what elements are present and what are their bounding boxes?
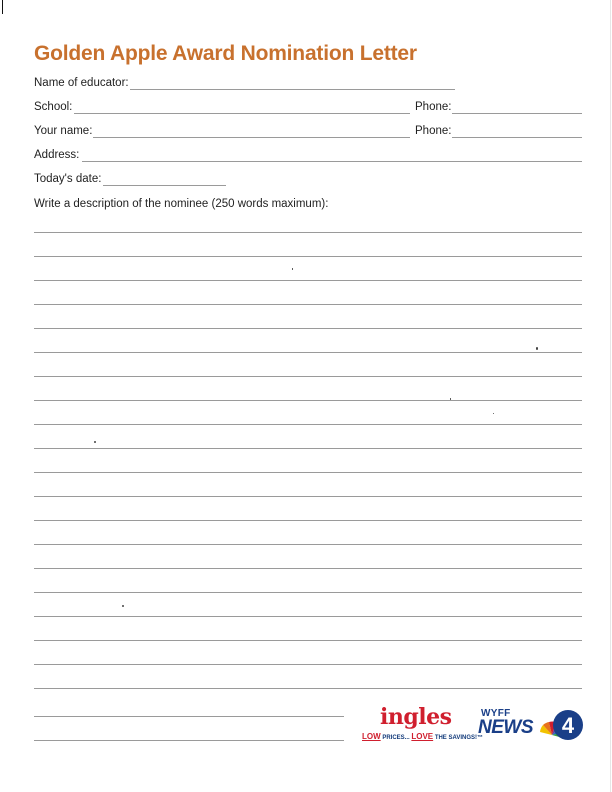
description-line-short[interactable]	[34, 716, 344, 717]
educator-row	[34, 77, 582, 93]
description-line[interactable]	[34, 640, 582, 641]
description-line[interactable]	[34, 688, 582, 689]
description-line[interactable]	[34, 232, 582, 233]
description-line[interactable]	[34, 472, 582, 473]
scan-speck	[122, 605, 124, 607]
nbc-peacock-four-icon	[538, 705, 586, 747]
description-line[interactable]	[34, 568, 582, 569]
ingles-wordmark: ingles	[380, 704, 452, 730]
description-line[interactable]	[34, 496, 582, 497]
description-line[interactable]	[34, 544, 582, 545]
description-line[interactable]	[34, 424, 582, 425]
school-row	[34, 101, 582, 117]
school-label: School:	[34, 101, 73, 113]
educator-field[interactable]	[130, 89, 455, 90]
date-row	[34, 173, 582, 189]
scan-speck	[94, 441, 96, 443]
date-label: Today's date:	[34, 173, 102, 185]
ingles-tagline: LOW PRICES... LOVE THE SAVINGS!™	[362, 732, 484, 741]
scan-speck	[493, 413, 494, 414]
educator-label: Name of educator:	[34, 77, 129, 89]
description-line[interactable]	[34, 376, 582, 377]
description-line[interactable]	[34, 400, 582, 401]
ingles-logo	[362, 704, 484, 745]
description-line[interactable]	[34, 592, 582, 593]
description-line[interactable]	[34, 256, 582, 257]
your-name-label: Your name:	[34, 125, 93, 137]
scan-speck	[536, 347, 538, 350]
description-line[interactable]	[34, 520, 582, 521]
scan-speck	[292, 268, 293, 270]
description-line[interactable]	[34, 352, 582, 353]
scan-edge-right	[610, 0, 611, 792]
wyff-channel-number: 4	[561, 713, 575, 738]
address-label: Address:	[34, 149, 80, 161]
school-phone-field[interactable]	[452, 113, 582, 114]
address-field[interactable]	[82, 161, 582, 162]
description-line[interactable]	[34, 448, 582, 449]
description-line[interactable]	[34, 328, 582, 329]
wyff-callsign: WYFF	[481, 708, 511, 719]
description-line[interactable]	[34, 616, 582, 617]
form-title: Golden Apple Award Nomination Letter	[34, 42, 417, 65]
description-prompt: Write a description of the nominee (250 words maximum):	[34, 198, 329, 210]
date-field[interactable]	[103, 185, 226, 186]
description-line[interactable]	[34, 664, 582, 665]
your-name-row	[34, 125, 582, 141]
school-field[interactable]	[74, 113, 410, 114]
address-row	[34, 149, 582, 165]
school-phone-label: Phone:	[415, 101, 452, 113]
scan-speck	[450, 398, 451, 400]
your-name-field[interactable]	[93, 137, 410, 138]
description-line[interactable]	[34, 304, 582, 305]
scan-edge-mark	[2, 0, 3, 14]
your-phone-field[interactable]	[452, 137, 582, 138]
wyff-news-word: NEWS	[478, 717, 533, 738]
your-phone-label: Phone:	[415, 125, 452, 137]
description-line-short[interactable]	[34, 740, 344, 741]
description-line[interactable]	[34, 280, 582, 281]
wyff-news-logo	[478, 703, 588, 749]
